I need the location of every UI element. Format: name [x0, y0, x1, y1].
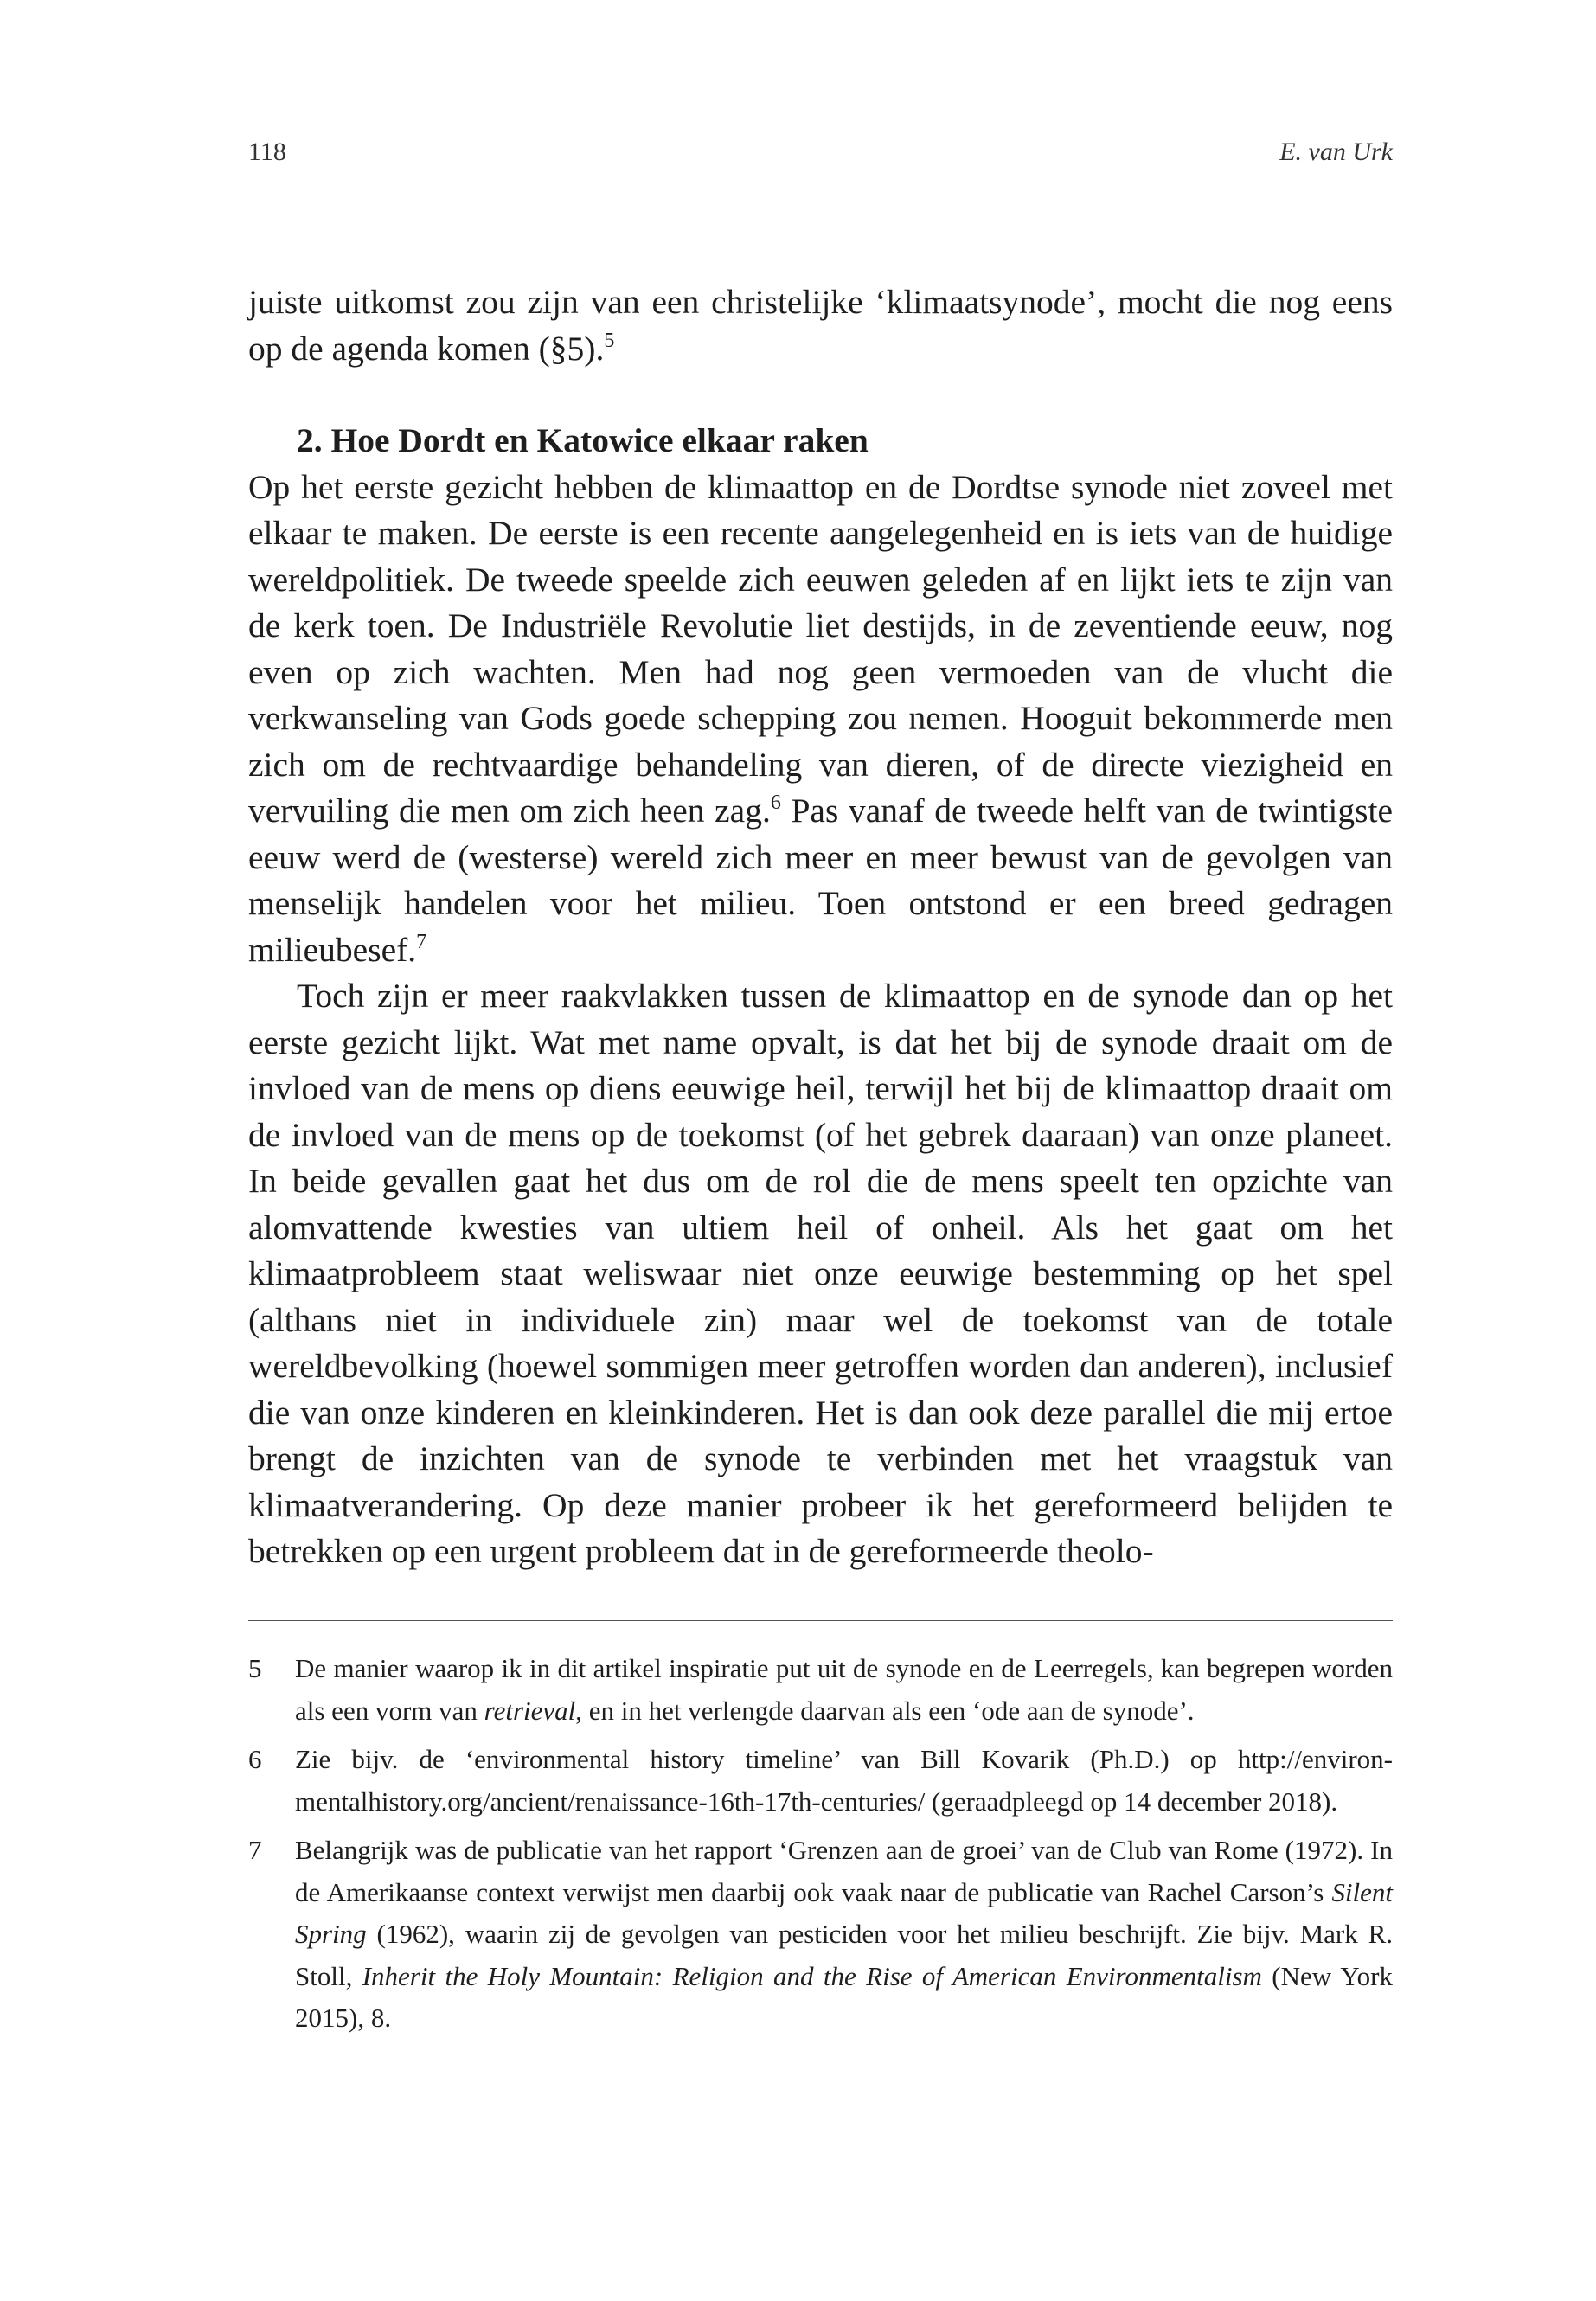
page-number: 118 [248, 138, 286, 166]
footnote-5-italic: retrieval [484, 1695, 576, 1726]
running-head-author: E. van Urk [1279, 138, 1393, 166]
footnote-7-italic-a: Silent Spring [295, 1876, 1393, 1949]
footnote-number: 6 [248, 1744, 262, 1774]
footnotes [248, 1648, 1393, 2047]
footnote-text [295, 1830, 1393, 2040]
footnote-5-text-a: De manier waarop ik in dit artikel inspiratie put uit de synode en de Leerregels, kan begrepen worden als een vorm van [295, 1653, 1393, 1726]
footnote-7 [248, 1830, 1393, 2040]
footnote-text: Zie bijv. de ‘environmental history timeline’ van Bill Kovarik (Ph.D.) op http://environmentalhistory.org/ancient/renaissance-16th-17th-centuries/ (geraadpleegd op 14 december 2018). [295, 1744, 1393, 1817]
footnote-7-italic-b: Inherit the Holy Mountain: Religion and the Rise of American Environmentalism [362, 1960, 1262, 1991]
paragraph-1 [248, 465, 1393, 974]
footnote-ref-6[interactable]: 6 [770, 792, 781, 814]
running-head [248, 137, 1393, 168]
footnote-7-text-c: (New York 2015), 8. [295, 1960, 1393, 2033]
intro-text: juiste uitkomst zou zijn van een christelijke ‘klimaatsynode’, mocht die nog eens op de agenda komen (§5). [248, 283, 1393, 368]
footnote-text [295, 1648, 1393, 1732]
footnote-number: 7 [248, 1835, 262, 1865]
body-text [248, 279, 1393, 1575]
footnote-7-text-b: (1962), waarin zij de gevolgen van pesticiden voor het milieu beschrijft. Zie bijv. Mark R. Stoll, [295, 1919, 1393, 1991]
paragraph-1-text-b: Pas vanaf de tweede helft van de twintigste eeuw werd de (westerse) wereld zich meer en meer bewust van de gevolgen van menselijk handelen voor het milieu. Toen ontstond er een breed gedragen milieubesef. [248, 792, 1393, 969]
footnote-ref-5[interactable]: 5 [604, 329, 615, 352]
section-heading: 2. Hoe Dordt en Katowice elkaar raken [297, 421, 869, 459]
footnote-5 [248, 1648, 1393, 1732]
footnote-7-text-a: Belangrijk was de publicatie van het rapport ‘Grenzen aan de groei’ van de Club van Rome (1972). In de Amerikaanse context verwijst men daarbij ook vaak naar de publicatie van Rachel Carson’s [295, 1835, 1393, 1907]
footnote-ref-7[interactable]: 7 [416, 930, 427, 953]
paragraph-1-text-a: Op het eerste gezicht hebben de klimaattop en de Dordtse synode niet zoveel met elkaar te maken. De eerste is een recente aangelegenheid en is iets van de huidige wereldpolitiek. De tweede speelde zich eeuwen geleden af en lijkt iets te zijn van de kerk toen. De Industriële Revolutie liet destijds, in de zeventiende eeuw, nog even op zich wachten. Men had nog geen vermoeden van de vlucht die verkwanseling van Gods goede schepping zou nemen. Hooguit bekommerde men zich om de rechtvaardige behandeling van dieren, of de directe viezigheid en vervuiling die men om zich heen zag. [248, 467, 1393, 830]
footnote-number: 5 [248, 1653, 262, 1683]
intro-paragraph [248, 279, 1393, 372]
footnote-6 [248, 1739, 1393, 1823]
paragraph-2: Toch zijn er meer raakvlakken tussen de klimaattop en de synode dan op het eerste gezicht lijkt. Wat met name opvalt, is dat het bij de synode draait om de invloed van de mens op diens eeuwige heil, terwijl het bij de klimaattop draait om de invloed van de mens op de toekomst (of het gebrek daaraan) van onze planeet. In beide gevallen gaat het dus om de rol die de mens speelt ten opzichte van alomvattende kwesties van ultiem heil of onheil. Als het gaat om het klimaatprobleem staat weliswaar niet onze eeuwige bestemming op het spel (althans niet in individuele zin) maar wel de toekomst van de totale wereldbevolking (hoewel sommigen meer getroffen worden dan anderen), inclusief die van onze kinderen en kleinkinderen. Het is dan ook deze parallel die mij ertoe brengt de inzichten van de synode te verbinden met het vraagstuk van klimaatverandering. Op deze manier probeer ik het gereformeerd belijden te betrekken op een urgent probleem dat in de gereformeerde theolo- [248, 977, 1393, 1570]
footnote-divider [248, 1620, 1393, 1621]
footnote-5-text-b: , en in het verlengde daarvan als een ‘ode aan de synode’. [575, 1695, 1195, 1726]
